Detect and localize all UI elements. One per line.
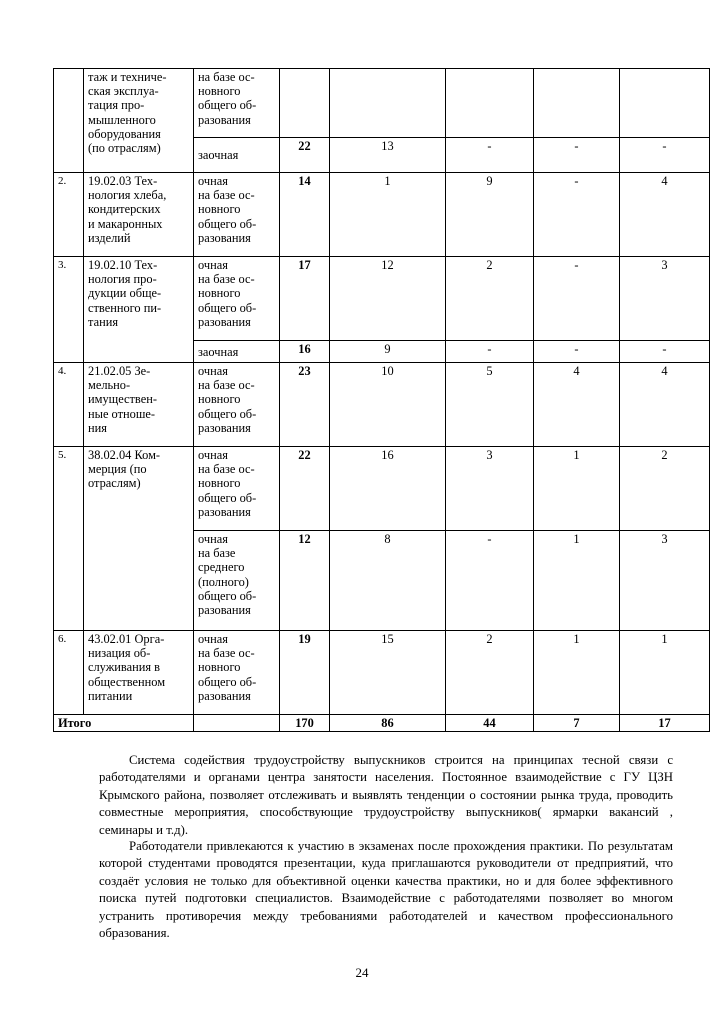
value-cell: 1 (620, 631, 710, 715)
specialty-cell: 21.02.05 Зе- мельно- имуществен- ные отноше- ния (84, 363, 194, 447)
specialty-cell: 19.02.10 Тех- нология про- дукции обще- ственного пи- тания (84, 257, 194, 363)
study-form-cell: очная на базе ос- новного общего об- разования (194, 173, 280, 257)
row-number: 4. (54, 363, 84, 447)
value-cell: 4 (620, 363, 710, 447)
specialty-cell: 43.02.01 Орга- низация об- служивания в общественном питании (84, 631, 194, 715)
value-cell: - (534, 173, 620, 257)
study-form-cell: заочная (194, 138, 280, 173)
value-cell: 9 (330, 341, 446, 363)
value-cell: 2 (620, 447, 710, 531)
value-cell: 4 (534, 363, 620, 447)
value-cell: 4 (620, 173, 710, 257)
total-cell: 14 (280, 173, 330, 257)
value-cell: 1 (330, 173, 446, 257)
table-row (54, 69, 710, 138)
row-number: 6. (54, 631, 84, 715)
study-form-cell: на базе ос- новного общего об- разования (194, 69, 280, 138)
graduates-table (53, 68, 710, 732)
value-cell: - (446, 138, 534, 173)
value-cell: - (534, 138, 620, 173)
value-cell: 3 (620, 531, 710, 631)
value-cell: 13 (330, 138, 446, 173)
study-form-cell: очная на базе ос- новного общего об- разования (194, 447, 280, 531)
table-row (54, 257, 710, 341)
row-number (54, 69, 84, 173)
total-cell (280, 69, 330, 138)
value-cell: 15 (330, 631, 446, 715)
total-value-cell: 86 (330, 715, 446, 732)
study-form-cell: очная на базе ос- новного общего об- разования (194, 631, 280, 715)
table-row (54, 363, 710, 447)
value-cell: 1 (534, 631, 620, 715)
value-cell (446, 69, 534, 138)
value-cell: 9 (446, 173, 534, 257)
value-cell: 1 (534, 531, 620, 631)
value-cell: - (620, 138, 710, 173)
table-row (54, 173, 710, 257)
value-cell: 2 (446, 631, 534, 715)
table-row (54, 631, 710, 715)
total-cell: 19 (280, 631, 330, 715)
total-cell: 23 (280, 363, 330, 447)
value-cell (534, 69, 620, 138)
value-cell: - (620, 341, 710, 363)
total-value-cell: 17 (620, 715, 710, 732)
value-cell: 3 (446, 447, 534, 531)
study-form-cell: очная на базе среднего (полного) общего об- разования (194, 531, 280, 631)
value-cell: 16 (330, 447, 446, 531)
grand-total-cell: 170 (280, 715, 330, 732)
row-number: 5. (54, 447, 84, 631)
study-form-cell: заочная (194, 341, 280, 363)
value-cell (330, 69, 446, 138)
total-row (54, 715, 710, 732)
total-label: Итого (54, 715, 194, 732)
total-cell: 16 (280, 341, 330, 363)
value-cell: - (534, 257, 620, 341)
value-cell: - (446, 531, 534, 631)
employers-paragraph: Работодатели привлекаются к участию в экзаменах после прохождения практики. По результатам которой студентами проводятся презентации, куда приглашаются руководители от предприятий, что создаёт условия не только для объективной оценки качества практики, но и для более эффективного поиска путей подготовки специалистов. Взаимодействие с работодателями позволяет во многом устранить противоречия между требованиями работодателей и качеством профессионального образования. (99, 839, 673, 941)
empty-cell (194, 715, 280, 732)
value-cell: - (534, 341, 620, 363)
table-row (54, 447, 710, 531)
total-cell: 22 (280, 447, 330, 531)
specialty-cell: 38.02.04 Ком- мерция (по отраслям) (84, 447, 194, 631)
value-cell (620, 69, 710, 138)
value-cell: 3 (620, 257, 710, 341)
total-cell: 12 (280, 531, 330, 631)
value-cell: 8 (330, 531, 446, 631)
study-form-cell: очная на базе ос- новного общего об- разования (194, 257, 280, 341)
specialty-cell: 19.02.03 Тех- нология хлеба, кондитерских и макаронных изделий (84, 173, 194, 257)
total-value-cell: 44 (446, 715, 534, 732)
total-value-cell: 7 (534, 715, 620, 732)
value-cell: 5 (446, 363, 534, 447)
study-form-cell: очная на базе ос- новного общего об- разования (194, 363, 280, 447)
value-cell: 10 (330, 363, 446, 447)
value-cell: 12 (330, 257, 446, 341)
specialty-cell: таж и техниче- ская эксплуа- тация про- мышленного оборудования (по отраслям) (84, 69, 194, 173)
value-cell: - (446, 341, 534, 363)
employment-paragraph: Система содействия трудоустройству выпускников строится на принципах тесной связи с работодателями и органами центра занятости населения. Постоянное взаимодействие с ГУ ЦЗН Крымского района, позволяет отслеживать и выявлять тенденции о состоянии рынка труда, проводить совместные мероприятия, способствующие трудоустройству выпускников( ярмарки вакансий , семинары и т.д). (99, 753, 673, 837)
total-cell: 22 (280, 138, 330, 173)
total-cell: 17 (280, 257, 330, 341)
row-number: 2. (54, 173, 84, 257)
page-number: 24 (355, 965, 369, 980)
value-cell: 1 (534, 447, 620, 531)
value-cell: 2 (446, 257, 534, 341)
row-number: 3. (54, 257, 84, 363)
